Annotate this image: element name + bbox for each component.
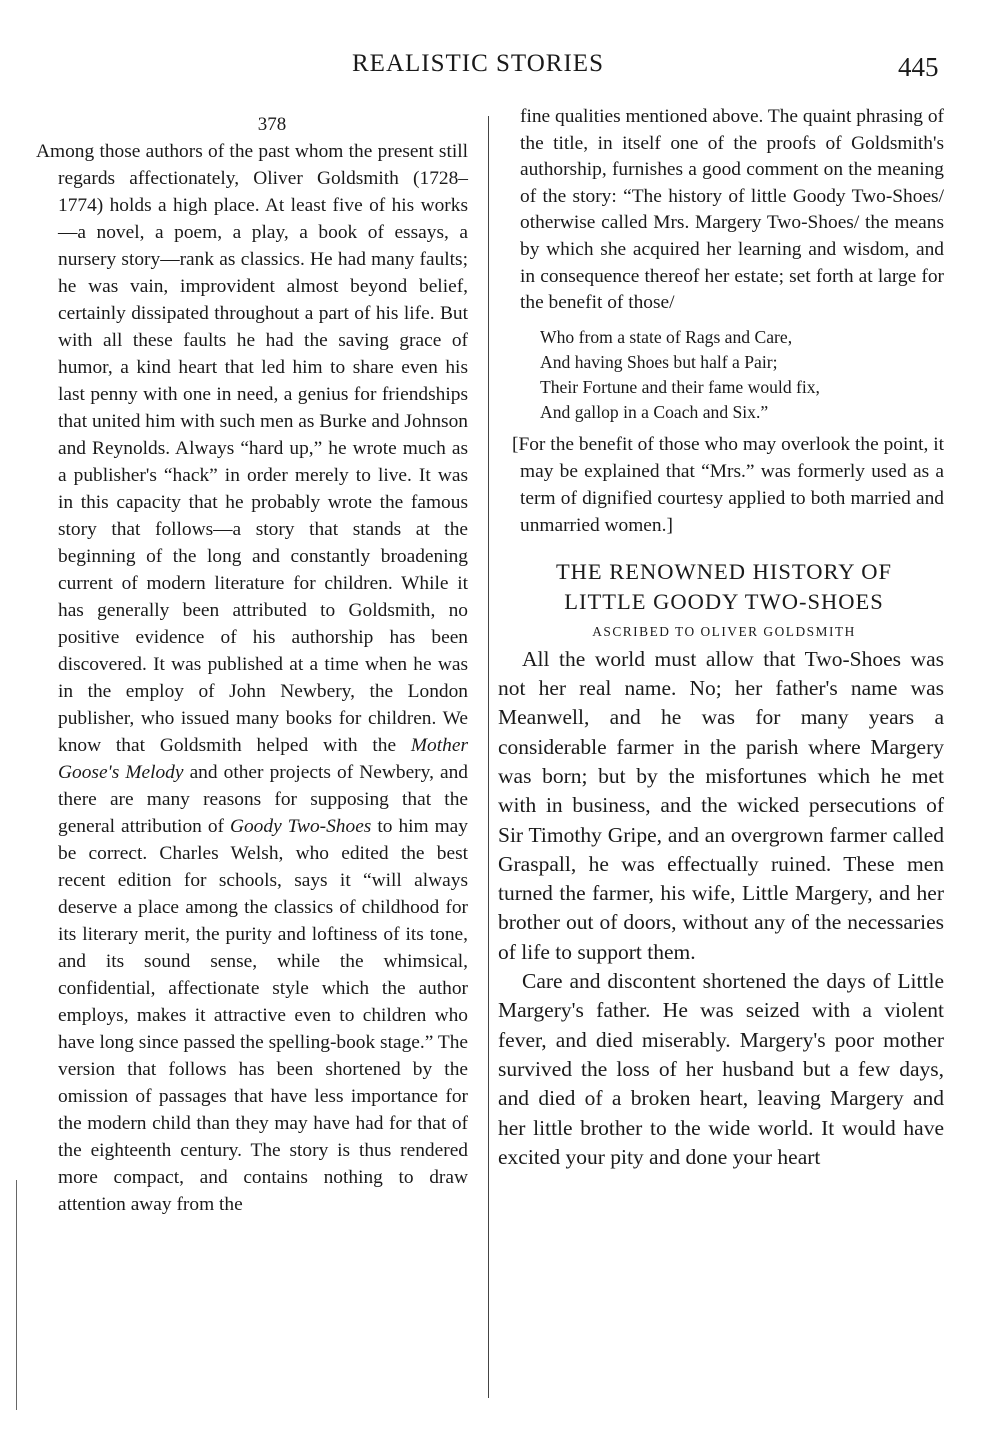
left-column <box>36 112 468 1218</box>
page-number: 445 <box>898 52 939 82</box>
intro-text-middle: and other projects of Newbery, and there are many reasons for supposing that the general attribution of <box>58 762 468 837</box>
verse-line: And having Shoes but half a Pair; <box>540 351 778 372</box>
running-head <box>0 50 1000 80</box>
intro-paragraph-continued: fine qualities mentioned above. The quaint phrasing of the title, in itself one of the proofs of Goldsmith's authorship, furnishes a good comment on the meaning of the story: “The history of little Goody Two-Shoes/ otherwise called Mrs. Margery Two-Shoes/ the means by which she acquired her learning and wisdom, and in consequence thereof her estate; set forth at large for the benefit of those/ <box>520 106 944 314</box>
bracket-note: [For the benefit of those who may overlook the point, it may be explained that “Mrs.” was formerly used as a term of dignified courtesy applied to both married and unmarried women.] <box>512 433 944 536</box>
verse-line: Their Fortune and their fame would fix, <box>540 376 820 397</box>
story-title <box>498 557 944 617</box>
right-column <box>498 104 944 1172</box>
margin-mark <box>16 1180 17 1410</box>
intro-text-end: to him may be correct. Charles Welsh, who edited the best recent edition for schools, says it “will always deserve a place among the classics of childhood for its literary merit, the purity and loftiness of its tone, and its sound sense, while the whimsical, confidential, affectionate style which the author employs, makes it attractive even to children who have long since passed the spelling-book stage.” The version that follows has been shortened by the omission of passages that have less importance for the modern child than they may have had for that of the eighteenth century. The story is thus rendered more compact, and contains nothing to draw attention away from the <box>58 816 468 1215</box>
intro-text-start: Among those authors of the past whom the present still regards affectionately, Oliver Goldsmith (1728–1774) holds a high place. At least five of his works—a novel, a poem, a play, a book of essays, a nursery story—rank as classics. He had many faults; he was vain, improvident almost beyond belief, certainly dissipated throughout a part of his life. But with all these faults he had the saving grace of humor, a kind heart that led him to share even his last penny with one in need, a genius for friendships that united him with such men as Burke and Johnson and Reynolds. Always “hard up,” he wrote much as a publisher's “hack” in order merely to live. It was in this capacity that he probably wrote the famous story that follows—a story that stands at the beginning of the long and constantly broadening current of modern literature for children. While it has generally been attributed to Goldsmith, no positive evidence of his authorship has been discovered. It was published at a time when he was in the employ of John Newbery, the London publisher, who issued many books for children. We know that Goldsmith helped with the <box>36 141 468 756</box>
verse-block <box>540 325 944 425</box>
column-divider <box>488 116 489 1398</box>
intro-paragraph <box>36 138 468 1218</box>
selection-number: 378 <box>257 114 287 135</box>
story-title-line: THE RENOWNED HISTORY OF <box>555 558 893 584</box>
story-attribution: ASCRIBED TO OLIVER GOLDSMITH <box>592 623 856 639</box>
story-paragraph: Care and discontent shortened the days of Little Margery's father. He was seized with a violent fever, and died miserably. Margery's poor mother survived the loss of her husband but a few days, and died of a broken heart, leaving Margery and her little brother to the wide world. It would have excited your pity and done your heart <box>498 969 944 1169</box>
title-reference: Goody Two-Shoes <box>229 816 372 837</box>
story-paragraph: All the world must allow that Two-Shoes was not her real name. No; her father's name was Meanwell, and he was for many years a considerable farmer in the parish where Margery was born; but by the misfortunes which he met with in business, and the wicked persecutions of Sir Timothy Gripe, and an overgrown farmer called Graspall, he was effectually ruined. These men turned the farmer, his wife, Little Margery, and her brother out of doors, without any of the necessaries of life to support them. <box>498 646 944 964</box>
title-reference: Mother Goose's Melody <box>58 735 468 783</box>
verse-line: And gallop in a Coach and Six.” <box>540 401 769 422</box>
story-title-line: LITTLE GOODY TWO-SHOES <box>564 588 884 614</box>
verse-line: Who from a state of Rags and Care, <box>540 326 793 347</box>
running-title: REALISTIC STORIES <box>352 50 604 77</box>
